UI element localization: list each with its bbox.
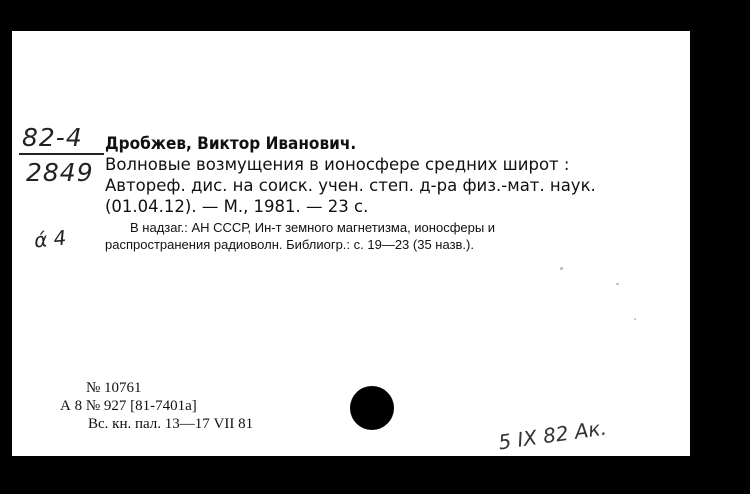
- catalog-card: [12, 31, 690, 456]
- thesis-line: Автореф. дис. на соиск. учен. степ. д-ра физ.-мат. наук.: [105, 176, 596, 195]
- shelfmark-top: 82-4: [22, 123, 83, 152]
- print-info: Вс. кн. пал. 13—17 VII 81: [88, 416, 254, 432]
- punch-hole: [350, 386, 394, 430]
- title-line: Волновые возмущения в ионосфере средних широт :: [105, 155, 570, 174]
- shelfmark-bottom: 2849: [26, 158, 94, 187]
- date-stamp: 5 IX 82 Ак.: [496, 415, 609, 455]
- accession-number: № 10761: [86, 380, 142, 396]
- catalog-code: А 8 № 927 [81-7401а]: [60, 398, 197, 414]
- author-heading: Дробжев, Виктор Иванович.: [105, 134, 357, 154]
- publication-line: (01.04.12). — М., 1981. — 23 с.: [105, 197, 369, 216]
- note-line-2: распространения радиоволн. Библиогр.: с. 19—23 (35 назв.).: [105, 237, 474, 252]
- scan-speck: [616, 283, 619, 285]
- shelfmark-divider: [19, 153, 104, 155]
- scan-speck: [560, 267, 563, 270]
- handwritten-note: ά 4: [32, 225, 68, 253]
- scan-speck: [634, 318, 636, 320]
- note-line-1: В надзаг.: АН СССР, Ин-т земного магнетизма, ионосферы и: [130, 220, 496, 235]
